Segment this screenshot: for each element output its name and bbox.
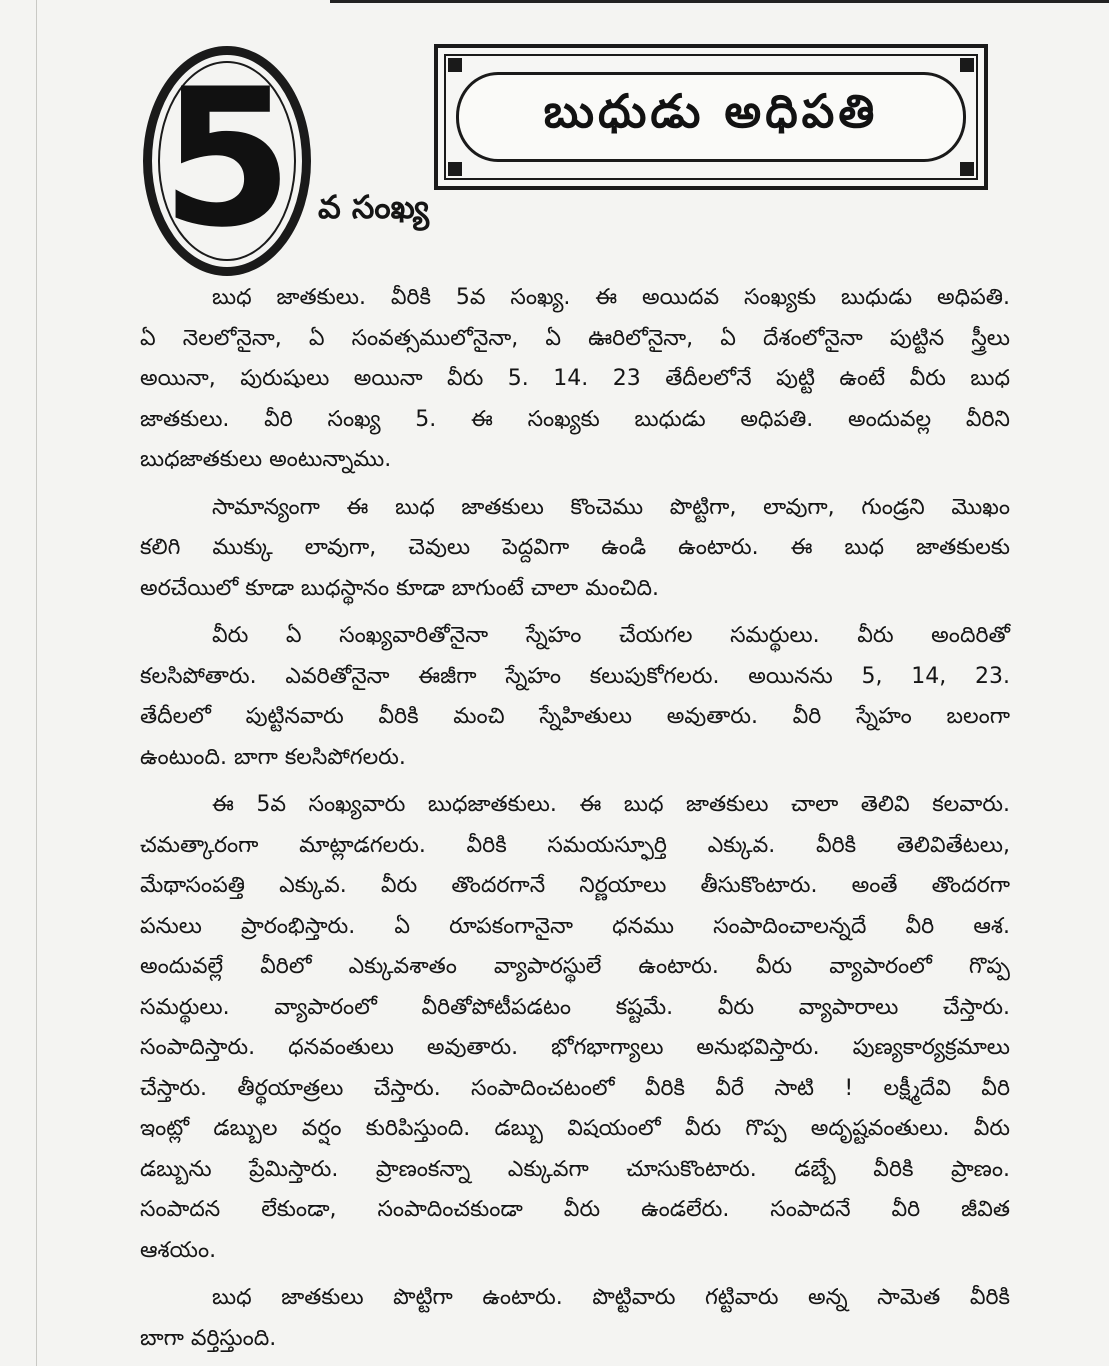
- page-fold-line: [36, 0, 37, 1366]
- text-line: సమర్థులు. వ్యాపారంలో వీరితోపోటీపడటం కష్టమే. వీరు వ్యాపారాలు చేస్తారు.: [140, 994, 1010, 1020]
- page-title: బుధుడు అధిపతి: [543, 84, 879, 138]
- banner-corner-ornament: [448, 162, 462, 176]
- text-line: చేస్తారు. తీర్థయాత్రలు చేస్తారు. సంపాదించటంలో వీరికి వీరే సాటి ! లక్ష్మీదేవి వీరి: [140, 1075, 1010, 1101]
- text-line: కలిగి ముక్కు లావుగా, చెవులు పెద్దవిగా ఉండి ఉంటారు. ఈ బుధ జాతకులకు: [140, 535, 1010, 560]
- text-line: ఏ నెలలోనైనా, ఏ సంవత్సములోనైనా, ఏ ఊరిలోనైనా, ఏ దేశంలోనైనా పుట్టిన స్త్రీలు: [140, 325, 1010, 351]
- text-line: ఆశయం.: [140, 1237, 217, 1263]
- paragraph: [140, 1278, 1010, 1359]
- paragraph: [140, 785, 1010, 1271]
- banner-corner-ornament: [960, 162, 974, 176]
- text-line: అరచేయిలో కూడా బుధస్థానం కూడా బాగుంటే చాలా మంచిది.: [140, 575, 660, 601]
- text-line: అందువల్లే వీరిలో ఎక్కువశాతం వ్యాపారస్థులే ఉంటారు. వీరు వ్యాపారంలో గొప్ప: [140, 954, 1010, 979]
- text-line: జాతకులు. వీరి సంఖ్య 5. ఈ సంఖ్యకు బుధుడు అధిపతి. అందువల్ల వీరిని: [140, 406, 1010, 432]
- banner-corner-ornament: [448, 58, 462, 72]
- text-line: మేథాసంపత్తి ఎక్కువ. వీరు తొందరగానే నిర్ణయాలు తీసుకొంటారు. అంతే తొందరగా: [140, 873, 1010, 898]
- text-line: బుధజాతకులు అంటున్నాము.: [140, 447, 392, 472]
- text-line: సంపాదిస్తారు. ధనవంతులు అవుతారు. భోగభాగ్యాలు అనుభవిస్తారు. పుణ్యకార్యక్రమాలు: [140, 1035, 1010, 1060]
- text-line: సంపాదన లేకుండా, సంపాదించకుండా వీరు ఉండలేరు. సంపాదనే వీరి జీవిత: [140, 1197, 1010, 1222]
- text-line: ఉంటుంది. బాగా కలసిపోగలరు.: [140, 744, 406, 770]
- title-banner: [434, 44, 988, 190]
- text-line: తేదీలలో పుట్టినవారు వీరికి మంచి స్నేహితులు అవుతారు. వీరి స్నేహం బలంగా: [140, 704, 1010, 729]
- text-line: బాగా వర్తిస్తుంది.: [140, 1325, 277, 1351]
- text-line: బుధ జాతకులు. వీరికి 5వ సంఖ్య. ఈ అయిదవ సంఖ్యకు బుధుడు అధిపతి.: [212, 285, 1010, 310]
- chapter-number-suffix: వ సంఖ్య: [318, 188, 430, 226]
- text-line: చమత్కారంగా మాట్లాడగలరు. వీరికి సమయస్ఫూర్తి ఎక్కువ. వీరికి తెలివితేటలు,: [140, 832, 1010, 858]
- text-line: వీరు ఏ సంఖ్యవారితోనైనా స్నేహం చేయగల సమర్థులు. వీరు అందిరితో: [212, 623, 1010, 648]
- banner-corner-ornament: [960, 58, 974, 72]
- text-line: ఈ 5వ సంఖ్యవారు బుధజాతకులు. ఈ బుధ జాతకులు చాలా తెలివి కలవారు.: [212, 792, 1010, 817]
- chapter-number-oval: [143, 46, 311, 276]
- paragraph: [140, 488, 1010, 610]
- article-body: [140, 278, 1010, 1366]
- paragraph: [140, 616, 1010, 778]
- text-line: ఇంట్లో డబ్బుల వర్షం కురిపిస్తుంది. డబ్బు విషయంలో వీరు గొప్ప అదృష్టవంతులు. వీరు: [140, 1116, 1010, 1141]
- text-line: సామాన్యంగా ఈ బుధ జాతకులు కొంచెము పొట్టిగా, లావుగా, గుండ్రని మొఖం: [212, 494, 1010, 520]
- chapter-number: 5: [160, 48, 294, 269]
- top-rule: [330, 0, 1109, 7]
- text-line: పనులు ప్రారంభిస్తారు. ఏ రూపకంగానైనా ధనము సంపాదించాలన్నదే వీరి ఆశ.: [140, 913, 1010, 939]
- text-line: బుధ జాతకులు పొట్టిగా ఉంటారు. పొట్టివారు గట్టివారు అన్న సామెత వీరికి: [212, 1285, 1010, 1310]
- text-line: కలసిపోతారు. ఎవరితోనైనా ఈజీగా స్నేహం కలుపుకోగలరు. అయినను 5, 14, 23.: [140, 663, 1010, 689]
- title-frame: [456, 72, 966, 162]
- text-line: డబ్బును ప్రేమిస్తారు. ప్రాణంకన్నా ఎక్కువగా చూసుకొంటారు. డబ్బే వీరికి ప్రాణం.: [140, 1156, 1010, 1182]
- paragraph: [140, 278, 1010, 481]
- text-line: అయినా, పురుషులు అయినా వీరు 5. 14. 23 తేదీలలోనే పుట్టి ఉంటే వీరు బుధ: [140, 366, 1010, 391]
